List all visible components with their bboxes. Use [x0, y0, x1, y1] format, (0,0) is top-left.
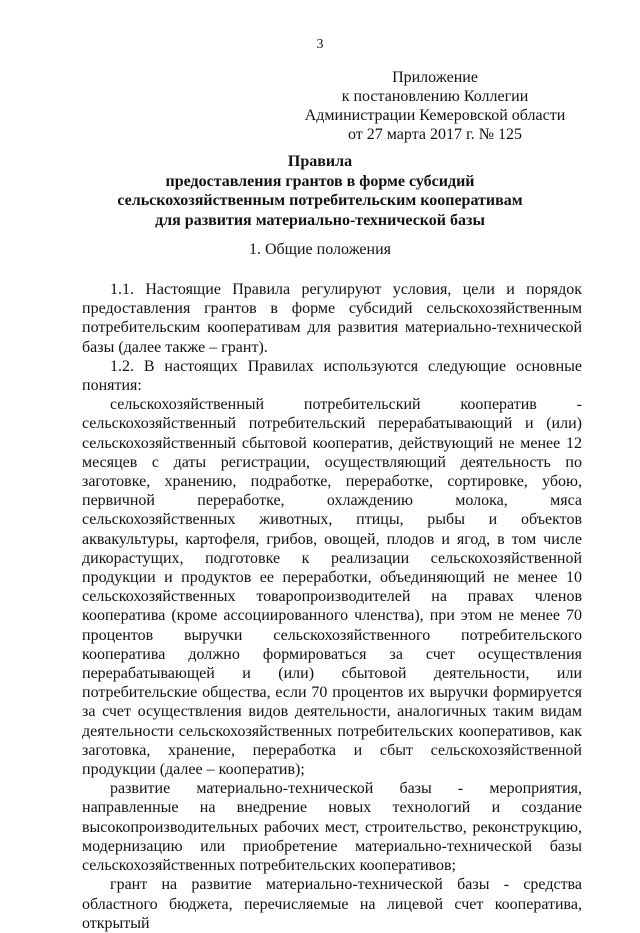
appendix-block	[300, 68, 570, 144]
definition-grant: грант на развитие материально-технической базы - средства областного бюджета, перечисляемые на лицевой счет кооператива, открытый	[82, 876, 582, 932]
appendix-line: от 27 марта 2017 г. № 125	[348, 126, 522, 143]
title-line: предоставления грантов в форме субсидий	[165, 172, 475, 190]
appendix-line: Администрации Кемеровской области	[304, 107, 566, 124]
page-number: 3	[316, 37, 324, 52]
definition-development: развитие материально-технической базы - мероприятия, направленные на внедрение новых технологий и создание высокопроизводительных рабочих мест, строительство, реконструкцию, модернизацию или приобретение материально-технической базы сельскохозяйственных потребительских кооперативов;	[82, 780, 582, 875]
definition-cooperative: сельскохозяйственный потребительский кооператив - сельскохозяйственный потребительский перерабатывающий и (или) сельскохозяйственный сбытовой кооператив, действующий не менее 12 месяцев с даты регистрации, осуществляющий деятельность по заготовке, хранению, подработке, переработке, сортировке, убою, первичной переработке, охлаждению молока, мяса сельскохозяйственных животных, птицы, рыбы и объектов аквакультуры, картофеля, грибов, овощей, плодов и ягод, в том числе дикорастущих, подготовке к реализации сельскохозяйственной продукции и продуктов ее переработки, объединяющий не менее 10 сельскохозяйственных товаропроизводителей на правах членов кооператива (кроме ассоциированного членства), при этом не менее 70 процентов выручки сельскохозяйственного потребительского кооператива должно формироваться за счет осуществления перерабатывающей и (или) сбытовой деятельности, или потребительские общества, если 70 процентов их выручки формируется за счет осуществления видов деятельности, аналогичных таким видам деятельности сельскохозяйственных потребительских кооперативов, как заготовка, хранение, переработка и сбыт сельскохозяйственной продукции (далее – кооператив);	[82, 396, 582, 779]
appendix-line: к постановлению Коллегии	[341, 88, 529, 105]
paragraph-1-2: 1.2. В настоящих Правилах используются следующие основные понятия:	[82, 357, 582, 395]
title-line: сельскохозяйственным потребительским кооперативам	[117, 192, 523, 209]
document-title	[0, 152, 640, 230]
section-heading: 1. Общие положения	[248, 241, 392, 258]
body-text	[82, 280, 582, 933]
paragraph-1-1: 1.1. Настоящие Правила регулируют условия, цели и порядок предоставления грантов в форме субсидий сельскохозяйственным потребительским кооперативам для развития материально-технической базы (далее также – грант).	[82, 281, 582, 356]
title-line: Правила	[287, 153, 353, 170]
appendix-line: Приложение	[392, 69, 478, 86]
title-line: для развития материально-технической базы	[155, 211, 485, 229]
